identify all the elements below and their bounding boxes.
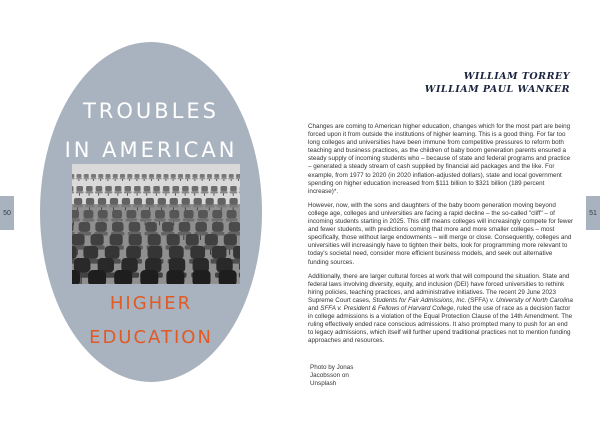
- paragraph-3-text-a: Additionally, there are larger cultural forces at work that will compound the situation. State and federal laws involving diversity, equity, and inclusion (DEI) have forced universities to rethink hiring policies, teaching practices, and administrative initiatives. The recent 29 June 2023 Supreme Court cases,: [308, 272, 570, 304]
- photo-credit: Photo by Jonas Jacobsson on Unsplash: [310, 364, 354, 387]
- paragraph-3-text-c: and: [308, 304, 321, 312]
- chairs-photo: [72, 164, 240, 284]
- paragraph-3: [308, 273, 574, 346]
- case-name-1: Students for Fair Admissions, Inc.: [372, 296, 467, 304]
- paragraph-3-text-d: , ruled the use of race as a decision factor in college admissions is a violation of the Equal Protection Clause of the 14th Amendment. The ruling effectively ended race conscious admissions. It also prompted many to push for an end to legacy admissions, which itself will further upend traditional practices not to mention funding approaches and resources.: [308, 304, 573, 345]
- rows-of-empty-chairs-photo-icon: [72, 164, 240, 284]
- page-number-left: 50: [3, 209, 11, 217]
- page-number-tab-right: [586, 196, 600, 230]
- subtitle-line-2: EDUCATION: [89, 327, 213, 348]
- case-name-2: University of North Carolina: [495, 296, 573, 304]
- paragraph-1: Changes are coming to American higher education, changes which for the most part are being forced upon it from outside the institutions of higher learning. This is a good thing. For far too long colleges and universities have been immune from competitive pressures to reform both teaching and business practices, as the children of baby boom generation parents ensured a steady supply of incoming students who – because of state and federal programs and practice – generated a steady stream of cash supplied by financial aid packages and the like. For example, from 1977 to 2020 (in 2020 inflation-adjusted dollars), state and local government spending on higher education increased from $111 billion to $321 billion (189 percent increase)*.: [308, 123, 571, 195]
- title-line-2: IN AMERICAN: [64, 138, 238, 162]
- page-number-right: 51: [589, 209, 597, 217]
- paragraph-3-text-b: (SFFA) v.: [466, 296, 496, 304]
- author-2: WILLIAM PAUL WANKER: [424, 84, 570, 95]
- page-number-tab-left: [0, 196, 14, 230]
- article-body: [308, 123, 574, 351]
- paragraph-2: However, now, with the sons and daughters of the baby boom generation moving beyond college age, colleges and universities are facing a rapid decline – the so-called "cliff" – of incoming students starting in 2025. This cliff means colleges will increasingly compete for fewer and fewer students, with predictions coming that more and more smaller colleges – most specifically, those without large endowments – will merge or close. Consequently, colleges and universities will increasingly have to tighten their belts, look for programming more relevant to today's societal need, consider more efficient business models, and seek out alternative funding sources.: [308, 201, 574, 266]
- authors: [425, 70, 570, 96]
- subtitle-line-1: HIGHER: [109, 293, 193, 314]
- title-line-1: TROUBLES: [82, 99, 220, 123]
- case-name-3: SFFA v. President & Fellows of Harvard College: [320, 304, 454, 312]
- author-1: WILLIAM TORREY: [463, 71, 570, 82]
